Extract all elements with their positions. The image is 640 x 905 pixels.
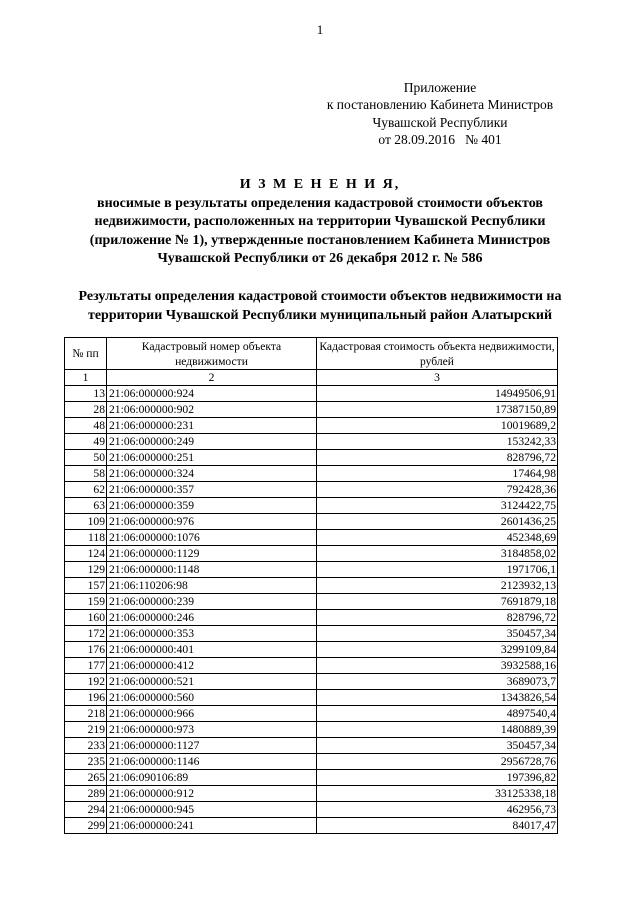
table-row (65, 418, 558, 434)
table-row (65, 578, 558, 594)
title-line: недвижимости, расположенных на территории Чувашской Республики (94, 214, 546, 230)
cadastral-value: 197396,82 (317, 770, 558, 786)
cadastral-number: 21:06:000000:251 (107, 450, 317, 466)
row-number: 157 (65, 578, 107, 594)
row-number: 192 (65, 674, 107, 690)
cadastral-value: 84017,47 (317, 818, 558, 834)
table-title (40, 287, 600, 325)
table-row (65, 450, 558, 466)
cadastral-number: 21:06:000000:241 (107, 818, 317, 834)
table-row (65, 594, 558, 610)
table-row (65, 386, 558, 402)
cadastral-number: 21:06:000000:249 (107, 434, 317, 450)
table-row (65, 690, 558, 706)
row-number: 218 (65, 706, 107, 722)
table-row (65, 626, 558, 642)
row-number: 176 (65, 642, 107, 658)
cadastral-number: 21:06:000000:412 (107, 658, 317, 674)
row-number: 13 (65, 386, 107, 402)
table-row (65, 738, 558, 754)
cadastral-number: 21:06:000000:902 (107, 402, 317, 418)
table-row (65, 498, 558, 514)
cadastral-value: 2956728,76 (317, 754, 558, 770)
row-number: 265 (65, 770, 107, 786)
column-number: 1 (65, 370, 107, 386)
cadastral-number: 21:06:090106:89 (107, 770, 317, 786)
cadastral-number: 21:06:000000:401 (107, 642, 317, 658)
cadastral-number: 21:06:000000:239 (107, 594, 317, 610)
table-row (65, 514, 558, 530)
cadastral-number: 21:06:000000:357 (107, 482, 317, 498)
cadastral-value: 828796,72 (317, 610, 558, 626)
row-number: 63 (65, 498, 107, 514)
cadastral-value: 792428,36 (317, 482, 558, 498)
row-number: 124 (65, 546, 107, 562)
cadastral-value: 1343826,54 (317, 690, 558, 706)
row-number: 118 (65, 530, 107, 546)
title-line: (приложение № 1), утвержденные постановлением Кабинета Министров (89, 232, 551, 248)
cadastral-value: 1480889,39 (317, 722, 558, 738)
row-number: 49 (65, 434, 107, 450)
table-row (65, 674, 558, 690)
appendix-line: Приложение (403, 80, 477, 95)
cadastral-number: 21:06:000000:1129 (107, 546, 317, 562)
header-cadastral-value: Кадастровая стоимость объекта недвижимости, рублей (317, 338, 558, 370)
cadastral-number: 21:06:000000:324 (107, 466, 317, 482)
table-row (65, 434, 558, 450)
cadastral-number: 21:06:000000:976 (107, 514, 317, 530)
cadastral-value: 462956,73 (317, 802, 558, 818)
table-row (65, 818, 558, 834)
cadastral-number: 21:06:000000:231 (107, 418, 317, 434)
cadastral-value: 3124422,75 (317, 498, 558, 514)
cadastral-value: 3932588,16 (317, 658, 558, 674)
row-number: 235 (65, 754, 107, 770)
cadastral-number: 21:06:000000:973 (107, 722, 317, 738)
row-number: 196 (65, 690, 107, 706)
row-number: 219 (65, 722, 107, 738)
row-number: 172 (65, 626, 107, 642)
table-row (65, 482, 558, 498)
cadastral-number: 21:06:000000:1148 (107, 562, 317, 578)
table-row (65, 722, 558, 738)
cadastral-value: 17387150,89 (317, 402, 558, 418)
cadastral-number: 21:06:000000:353 (107, 626, 317, 642)
table-row (65, 754, 558, 770)
cadastral-value: 350457,34 (317, 738, 558, 754)
appendix-line: от 28.09.2016 № 401 (378, 131, 502, 147)
cadastral-value: 3184858,02 (317, 546, 558, 562)
row-number: 160 (65, 610, 107, 626)
cadastral-number: 21:06:000000:1076 (107, 530, 317, 546)
row-number: 58 (65, 466, 107, 482)
cadastral-value: 7691879,18 (317, 594, 558, 610)
row-number: 294 (65, 802, 107, 818)
column-number: 2 (107, 370, 317, 386)
cadastral-number: 21:06:000000:1127 (107, 738, 317, 754)
row-number: 159 (65, 594, 107, 610)
cadastral-value: 1971706,1 (317, 562, 558, 578)
cadastral-value: 2123932,13 (317, 578, 558, 594)
cadastral-value: 14949506,91 (317, 386, 558, 402)
cadastral-value: 3689073,7 (317, 674, 558, 690)
cadastral-value: 33125338,18 (317, 786, 558, 802)
row-number: 299 (65, 818, 107, 834)
cadastral-number: 21:06:000000:912 (107, 786, 317, 802)
appendix-line: Чувашской Республики (372, 114, 508, 130)
subtitle-line: Результаты определения кадастровой стоимости объектов недвижимости на (78, 289, 562, 304)
table-row (65, 546, 558, 562)
column-number: 3 (317, 370, 558, 386)
table-row (65, 402, 558, 418)
table-row (65, 610, 558, 626)
header-cadastral-number: Кадастровый номер объекта недвижимости (107, 338, 317, 370)
cadastral-value: 828796,72 (317, 450, 558, 466)
cadastral-number: 21:06:000000:246 (107, 610, 317, 626)
cadastral-value: 3299109,84 (317, 642, 558, 658)
table-row (65, 658, 558, 674)
table-row (65, 802, 558, 818)
cadastral-value: 350457,34 (317, 626, 558, 642)
cadastral-value: 17464,98 (317, 466, 558, 482)
cadastral-number: 21:06:000000:560 (107, 690, 317, 706)
cadastral-value: 2601436,25 (317, 514, 558, 530)
cadastral-number: 21:06:110206:98 (107, 578, 317, 594)
cadastral-number: 21:06:000000:521 (107, 674, 317, 690)
table-row (65, 642, 558, 658)
cadastral-value: 10019689,2 (317, 418, 558, 434)
cadastral-value: 4897540,4 (317, 706, 558, 722)
cadastral-value: 153242,33 (317, 434, 558, 450)
row-number: 109 (65, 514, 107, 530)
title-heading: И З М Е Н Е Н И Я, (239, 177, 401, 192)
table-row (65, 466, 558, 482)
cadastral-number: 21:06:000000:359 (107, 498, 317, 514)
appendix-line: к постановлению Кабинета Министров (326, 97, 554, 113)
subtitle-line: территории Чувашской Республики муниципальный район Алатырский (87, 308, 553, 323)
title-line: Чувашской Республики от 26 декабря 2012 г. № 586 (157, 251, 483, 267)
cadastral-number: 21:06:000000:945 (107, 802, 317, 818)
table-row (65, 770, 558, 786)
appendix-block (300, 79, 580, 148)
cadastral-number: 21:06:000000:966 (107, 706, 317, 722)
title-line: вносимые в результаты определения кадастровой стоимости объектов (97, 195, 543, 211)
row-number: 50 (65, 450, 107, 466)
table-row (65, 706, 558, 722)
row-number: 129 (65, 562, 107, 578)
header-number: № пп (65, 338, 107, 370)
row-number: 289 (65, 786, 107, 802)
row-number: 48 (65, 418, 107, 434)
cadastral-table (64, 337, 558, 834)
cadastral-number: 21:06:000000:1146 (107, 754, 317, 770)
row-number: 28 (65, 402, 107, 418)
page-number: 1 (316, 22, 324, 37)
document-title (40, 176, 600, 269)
cadastral-value: 452348,69 (317, 530, 558, 546)
table-row (65, 786, 558, 802)
row-number: 62 (65, 482, 107, 498)
cadastral-number: 21:06:000000:924 (107, 386, 317, 402)
row-number: 233 (65, 738, 107, 754)
table-row (65, 530, 558, 546)
table-row (65, 562, 558, 578)
row-number: 177 (65, 658, 107, 674)
